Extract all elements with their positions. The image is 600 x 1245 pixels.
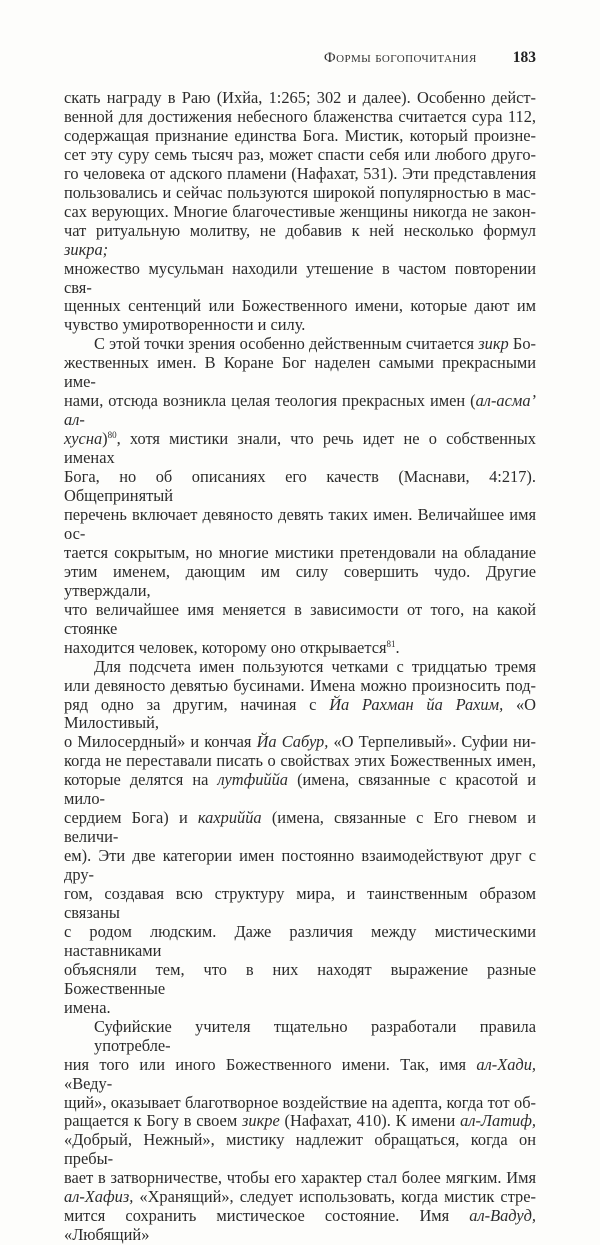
text-line — [64, 1094, 536, 1113]
text-run: «Любящий» — [64, 1225, 150, 1245]
italic-term: ал-асма’ ал- — [64, 391, 536, 430]
text-line — [64, 696, 536, 734]
text-run: ращается к Богу в своем — [64, 1111, 243, 1131]
text-line — [64, 923, 536, 961]
text-run: (имена, связанные с красотой и мило- — [64, 770, 536, 809]
text-run: «О Терпеливый». Суфии ни- — [328, 732, 537, 752]
text-run: гом, создавая всю структуру мира, и таинственным образом связаны — [64, 884, 536, 922]
text-line — [64, 127, 536, 146]
text-run: сет эту суру семь тысяч раз, может спасти себя или любого друго- — [64, 144, 536, 164]
text-run: которые делятся на — [64, 770, 218, 790]
text-run: ния того или иного Божественного имени. Так, имя — [64, 1054, 477, 1074]
text-run: что величайшее имя меняется в зависимости от того, на какой стоянке — [64, 599, 536, 638]
text-run: сах верующих. Многие благочестивые женщины никогда не закон- — [64, 201, 536, 221]
text-run: или девяносто девятью бусинами. Имена можно произносить под- — [64, 675, 536, 695]
text-run: чат ритуальную молитву, не добавив к ней несколько формул — [64, 220, 536, 240]
italic-term: зикре — [242, 1111, 280, 1131]
text-run: когда не переставали писать о свойствах этих Божественных имен, — [64, 751, 536, 771]
paragraph — [64, 1018, 536, 1245]
italic-term: ал-Хади, — [476, 1054, 536, 1074]
text-run: «Хранящий», следует использовать, когда мистик стре- — [133, 1187, 536, 1207]
paragraph — [64, 658, 536, 1018]
text-line — [64, 108, 536, 127]
text-line — [64, 639, 536, 658]
text-line — [64, 354, 536, 392]
italic-term: хусна — [64, 429, 103, 449]
text-run: множество мусульман находили утешение в частом повторении свя- — [64, 258, 536, 297]
italic-term: ал-Хафиз, — [64, 1187, 134, 1207]
text-line — [64, 1169, 536, 1188]
italic-term: зикр — [478, 334, 509, 354]
text-line — [64, 752, 536, 771]
text-run: о Милосердный» и кончая — [64, 732, 257, 752]
text-line — [64, 222, 536, 260]
text-run: жественных имен. В Коране Бог наделен самыми прекрасными име- — [64, 353, 536, 392]
text-line — [64, 297, 536, 316]
italic-term: ал-Латиф, — [460, 1111, 536, 1131]
text-line — [64, 1112, 536, 1131]
text-run: . — [395, 637, 400, 657]
text-line — [64, 601, 536, 639]
text-run: скать награду в Раю (Ихйа, 1:265; 302 и далее). Особенно дейст- — [64, 88, 536, 107]
text-run: (имена, связанные с Его гневом и величи- — [64, 808, 536, 847]
text-line — [64, 771, 536, 809]
text-run: , хотя мистики знали, что речь идет не о собственных именах — [64, 429, 536, 468]
paragraph — [64, 89, 536, 335]
text-line — [64, 316, 536, 335]
italic-term: кахриййа — [197, 808, 262, 828]
text-line — [64, 961, 536, 999]
chapter-title: Формы богопочитания — [323, 50, 477, 66]
text-line — [64, 544, 536, 563]
text-run: с родом людским. Даже различия между мистическими наставниками — [64, 921, 536, 960]
text-run: ряд одно за другим, начиная с — [64, 694, 330, 714]
footnote-ref: 81 — [386, 638, 396, 649]
text-line — [64, 260, 536, 298]
running-head — [0, 49, 536, 69]
text-line — [64, 506, 536, 544]
text-line — [64, 468, 536, 506]
text-line — [64, 733, 536, 752]
text-line — [64, 89, 536, 108]
italic-term: Йа Рахман йа Рахим, — [329, 694, 504, 714]
italic-term: Йа Сабур, — [256, 732, 329, 752]
text-line — [64, 430, 536, 468]
text-run: «О Милостивый, — [64, 694, 536, 733]
text-run: щий», оказывает благотворное воздействие на адепта, когда тот об- — [64, 1092, 536, 1112]
paragraph — [64, 335, 536, 657]
text-run: находится человек, которому оно открывается — [64, 637, 387, 657]
italic-term: лутфиййа — [217, 770, 288, 790]
text-run: венной для достижения небесного блаженства считается сура 112, — [64, 106, 536, 126]
text-run: имена. — [64, 997, 111, 1017]
body-text — [64, 89, 536, 1245]
text-line — [64, 847, 536, 885]
text-run: Для подсчета имен пользуются четками с тридцатью тремя — [94, 656, 536, 676]
text-run: «Добрый, Нежный», мистику надлежит обращаться, когда он пребы- — [64, 1130, 536, 1169]
text-line — [64, 999, 536, 1018]
text-run: пользовались и сейчас пользуются широкой популярностью в мас- — [64, 182, 536, 202]
text-run: щенных сентенций или Божественного имени, которые дают им — [64, 296, 536, 316]
text-run: (Нафахат, 410). К имени — [279, 1111, 461, 1131]
text-run: нами, отсюда возникла целая теология прекрасных имен ( — [64, 391, 476, 411]
text-run: чувство умиротворенности и силу. — [64, 315, 306, 335]
text-run: мится сохранить мистическое состояние. Имя — [64, 1206, 470, 1226]
text-run: этим именем, дающим им силу совершить чудо. Другие утверждали, — [64, 561, 536, 600]
text-line — [64, 563, 536, 601]
text-line — [64, 885, 536, 923]
text-line — [64, 1056, 536, 1094]
text-line — [64, 165, 536, 184]
text-run: сердием Бога) и — [64, 808, 198, 828]
text-line — [64, 1207, 536, 1245]
text-run: объясняли тем, что в них находят выражение разные Божественные — [64, 959, 536, 998]
text-run: «Веду- — [64, 1073, 113, 1093]
text-run: Суфийские учителя тщательно разработали правила употребле- — [94, 1016, 536, 1055]
text-run: ) — [102, 429, 108, 449]
text-run: С этой точки зрения особенно действенным считается — [94, 334, 479, 354]
text-run: содержащая признание единства Бога. Мистик, который произне- — [64, 125, 536, 145]
text-line — [64, 809, 536, 847]
text-run: тается сокрытым, но многие мистики претендовали на обладание — [64, 542, 536, 562]
text-line — [64, 146, 536, 165]
text-line — [64, 1018, 536, 1056]
text-run: Бо- — [508, 334, 536, 354]
text-line — [64, 1188, 536, 1207]
text-run: перечень включает девяносто девять таких имен. Величайшее имя ос- — [64, 504, 536, 543]
text-run: го человека от адского пламени (Нафахат, 531). Эти представления — [64, 163, 536, 183]
text-line — [64, 203, 536, 222]
text-run: вает в затворничестве, чтобы его характер стал более мягким. Имя — [64, 1168, 536, 1188]
text-run: ем). Эти две категории имен постоянно взаимодействуют друг с дру- — [64, 846, 536, 885]
text-line — [64, 1131, 536, 1169]
text-line — [64, 184, 536, 203]
text-line — [64, 677, 536, 696]
text-line — [64, 335, 536, 354]
page-number: 183 — [512, 49, 536, 66]
italic-term: зикра; — [64, 239, 109, 259]
italic-term: ал-Вадуд, — [469, 1206, 536, 1226]
text-line — [64, 392, 536, 430]
text-line — [64, 658, 536, 677]
text-run: Бога, но об описаниях его качеств (Маснави, 4:217). Общепринятый — [64, 467, 536, 506]
footnote-ref: 80 — [107, 430, 117, 441]
